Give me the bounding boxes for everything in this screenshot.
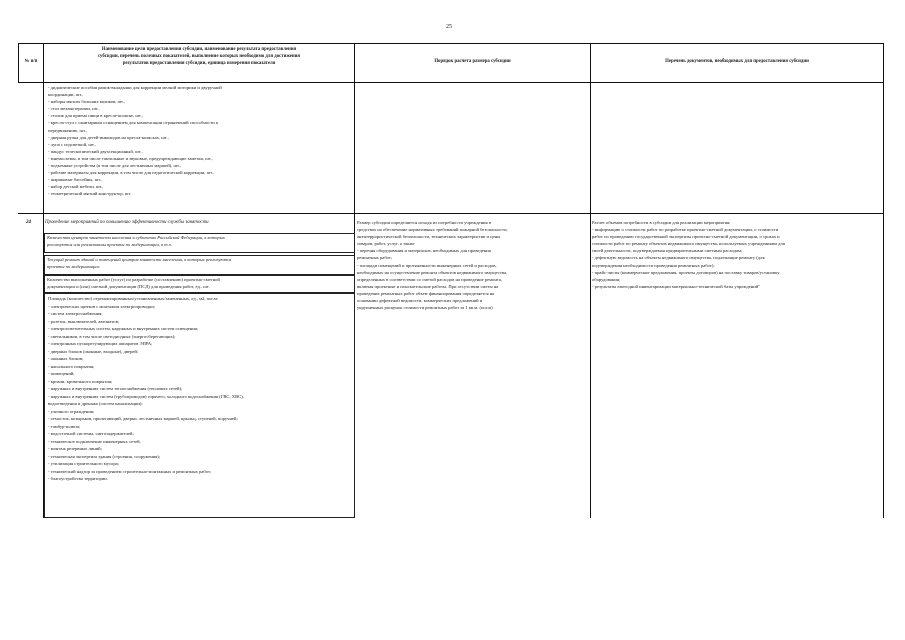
list-item: - утилизация строительного мусора;	[48, 461, 119, 466]
indicator-centers-text	[47, 234, 352, 248]
list-item: - подъемные устройства (в том числе для лестничных маршей), шт.,	[48, 163, 182, 169]
documents-text	[592, 219, 882, 290]
list-item: - напольного покрытия;	[48, 363, 95, 369]
table-top-border	[18, 43, 884, 44]
list-item: - лупа с подсветкой, шт.,	[48, 141, 96, 147]
text-line: определенных в соответствии со сметой расходов на проведение ремонта,	[357, 276, 503, 282]
list-item: - наборы мягких больших валиков, шт.,	[48, 99, 125, 105]
row-title-text: Проведение мероприятий по повышению эффективности службы занятости	[45, 220, 209, 225]
text-line: ремонтных работ;	[357, 255, 393, 261]
list-item: - мнемосхемы, в том числе тактильные и звуковые, предупреждающие заметки, шт.,	[48, 155, 213, 161]
list-item: - наружных и внутренних систем теплоснабжения (тепловых сетей);	[48, 386, 183, 391]
list-item: - оконных блоков;	[48, 356, 84, 361]
row-title	[45, 219, 353, 226]
list-item: - набор детской мебели, шт.,	[48, 184, 104, 190]
header-col-documents: Перечень документов, необходимых для предоставления субсидии	[665, 59, 809, 64]
text-line: - результаты ежегодной инвентаризации материально-технической базы учреждений"	[592, 283, 761, 289]
text-line: укрупненных расценок стоимости ремонтных работ за 1 кв.м. (пог.м)	[357, 305, 493, 311]
text-line: подтверждения необходимости проведения ремонтных работ);	[592, 262, 715, 268]
indicator-psd-text	[47, 276, 352, 290]
list-item: - техническая экспертиза здания (строения, сооружения);	[48, 453, 161, 459]
list-item: - уличного ограждения;	[48, 408, 95, 414]
header-name-line: Наименование цели предоставления субсидии, наименование результата предоставления	[101, 47, 297, 52]
text-line: реализуются или реализованы проекты по модернизации, в т.ч.	[47, 242, 173, 248]
list-item: Площадь (количество) отремонтированных/установленных/замененных, ед., м2, пог.м:	[48, 296, 219, 301]
text-line: средствах на обеспечение нормативных требований пожарной безопасности,	[357, 227, 508, 233]
text-line: документации и (или) сметной документации (ПСД) для проведения работ, ед., шт.	[47, 284, 210, 290]
text-line: своей деятельности, подтверждаемая предварительными сметным расходам;	[592, 248, 743, 254]
list-item: - техническое подключение инженерных сетей,	[48, 438, 141, 444]
calculation-text	[357, 219, 589, 311]
text-line: Расчет объемов потребности в субсидии для реализации мероприятия;	[592, 220, 731, 225]
text-line: Текущий ремонт зданий и помещений центров занятости населения, в которых реализуются	[47, 257, 232, 262]
text-line: Размер субсидии определяется исходя из потребности учреждения в	[357, 220, 491, 225]
list-item: передвижению, шт.,	[48, 127, 88, 133]
text-line: включая проектные и изыскательские работы. При отсутствии сметы на	[357, 283, 499, 289]
list-item: - наружных и внутренних систем (трубопроводов) горячего, холодного водоснабжения (ГВС, ХВС),	[48, 393, 244, 399]
text-line: необходимых на осуществление ремонта объектов недвижимого имущества,	[357, 269, 508, 275]
list-item: - столик для приема пищи в кресле-коляске, шт.,	[48, 113, 143, 119]
text-line: оборудования;	[592, 276, 621, 282]
text-line: антитеррористической безопасности, технических характеристик и цены	[357, 234, 501, 240]
text-line: - прайс-листы (коммерческие предложения, проекты договоров) на поставку товаров/установку	[592, 269, 780, 275]
list-item: - рабочие материалы для коррекции, в том числе для педагогической коррекции, шт.,	[48, 170, 215, 176]
text-line: - информацию о стоимости работ по разработке проектно-сметной документации, о стоимости	[592, 227, 779, 233]
list-item: - систем электроснабжения;	[48, 311, 103, 316]
list-item: - пандус телескопический двухсекционный, шт.,	[48, 148, 143, 154]
row-number: 24	[26, 220, 31, 225]
text-line: - площади помещений и протяженности инженерных сетей и расходов,	[357, 262, 497, 268]
list-item: координации, шт.,	[48, 92, 84, 98]
list-item: - технический надзор за проведением строительно-монтажных и ремонтных работ;	[48, 468, 212, 474]
list-item: - кресло-стул с санитарным оснащением для компенсации ограничений способности к	[48, 120, 219, 126]
header-col-name	[44, 46, 354, 68]
list-item: - помещений;	[48, 371, 75, 376]
list-item: - благоустройство территории.	[48, 476, 108, 481]
list-item: - шариковые бассейны, шт.,	[48, 177, 103, 183]
list-item: - тамбур-шлюза;	[48, 423, 81, 429]
text-line: Количество выполненных работ (услуг) по разработке (составлению) проектно-сметной	[47, 277, 220, 282]
text-line: основании дефектной ведомости, коммерческих предложений и	[357, 298, 483, 304]
list-item: - светильников, в том числе светодиодных (энергосберегающих);	[48, 333, 176, 339]
col-line-4	[590, 43, 591, 518]
text-line: товаров, работ, услуг, а также	[357, 241, 415, 247]
header-name-line: субсидии, перечень полезных показателей, выполнение которых необходимо для достижения	[97, 54, 301, 60]
header-col-calculation: Порядок расчета размера субсидии	[434, 59, 511, 64]
header-col-number: № п/п	[24, 59, 38, 64]
list-item: - геометрический мягкий конструктор, шт.	[48, 191, 132, 197]
text-line: стоимости работ по ремонту объектов недвижимого имущества, используемых учреждениями для	[592, 241, 785, 247]
list-item: - электронных пускорегулирующих аппаратов ЭПРА;	[48, 341, 153, 346]
text-line: - дефектную ведомость на объекты недвижимого имущества, подлежащие ремонту (для	[592, 255, 765, 261]
indicator-repair-text	[47, 256, 352, 270]
list-item: - дверная ручка для детей-инвалидов на кресла-колясках, шт.,	[48, 134, 169, 140]
list-item: - дверных блоков (оконные, входные), дверей;	[48, 348, 139, 354]
col-line-5	[883, 43, 884, 518]
text-line: - перечня оборудования и материалов, необходимых для проведения	[357, 248, 491, 254]
row-separator	[18, 213, 884, 214]
page-number: 25	[446, 24, 452, 30]
list-item: - отмосток, козырьков, прилегающий, дверки, лестничных маршей, крыльц, ступеней, поручней;	[48, 416, 238, 421]
list-item: - монтаж резервных линий;	[48, 446, 102, 451]
list-item: - электроосветительных систем, наружных и внутренних систем освещения;	[48, 326, 199, 331]
text-line: работ по проведению государственной экспертизы проектно-сметной документации, о сроках и	[592, 234, 780, 240]
indicator-area-list	[48, 295, 352, 483]
continuation-list	[48, 84, 353, 198]
text-line: проведение ремонтных работ объем финансирования определяется на	[357, 290, 495, 296]
header-name-line: результатов предоставления субсидии, единица измерения показателя	[122, 61, 276, 67]
text-line: Количество центров занятости населения в субъектах Российской Федерации, в которых	[47, 235, 225, 240]
list-item: - розеток, выключателей, автоматов;	[48, 318, 120, 324]
header-bottom-border	[18, 82, 884, 83]
list-item: - водосточной системы, снегозадержателей;	[48, 431, 134, 436]
text-line: проекты по модернизации:	[47, 264, 101, 270]
list-item: - стол механотерапии, шт.,	[48, 106, 100, 112]
list-item: - кровли, кровельного покрытия;	[48, 378, 113, 384]
list-item: - электрических щитков с монтажом электропроводки;	[48, 303, 156, 309]
list-item: - дидактические пособия рамок-вкладыши для коррекции мелкой моторики и двуручной	[48, 85, 222, 90]
list-item: водоотведения и дренажа (систем канализации);	[48, 401, 143, 406]
